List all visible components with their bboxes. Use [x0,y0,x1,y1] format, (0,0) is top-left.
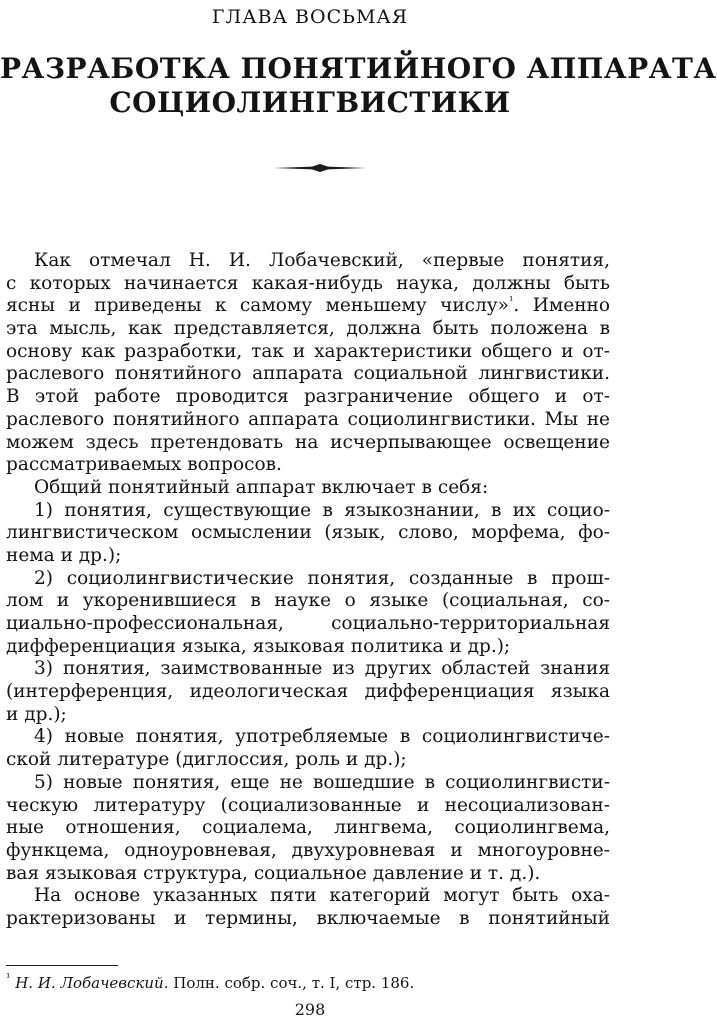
body-line: (интерференция, идеологическая дифференциация языка [6,681,610,703]
body-line: дифференциация языка, языковая политика и др.); [6,635,511,657]
body-line: На основе указанных пяти категорий могут быть оха- [34,885,610,907]
footnote-text: Полн. собр. соч., т. I, стр. 186. [173,974,415,992]
footnote-divider [6,965,118,966]
body-line-part: ясны и приведены к самому меньшему числу» [6,295,509,317]
body-line: нема и др.); [6,544,122,566]
body-line: 1) понятия, существующие в языкознании, в их социо- [34,499,610,521]
body-line: раслевого понятийного аппарата социолингвистики. Мы не [6,408,610,430]
body-text [6,250,610,931]
chapter-title [0,52,717,120]
body-line: раслевого понятийного аппарата социальной лингвистики. [6,363,610,385]
body-line: рактеризованы и термины, включаемые в понятийный [6,907,610,929]
body-line: лингвистическом осмыслении (язык, слово, морфема, фо- [6,522,610,544]
body-line: циально-профессиональная, социально-территориальная [6,613,610,634]
body-line: ные отношения, социалема, лингвема, социолингвема, [6,817,610,839]
chapter-label: ГЛАВА ВОСЬМАЯ [211,6,409,28]
body-line: вая языковая структура, социальное давление и т. д.). [6,862,541,884]
body-line: рассматриваемых вопросов. [6,454,282,476]
body-line: ской литературе (диглоссия, роль и др.); [6,749,407,771]
body-line: функцема, одноуровневая, двухуровневая и многоуровне- [6,839,610,861]
decorative-rule-ornament-icon [272,158,368,178]
body-line: основу как разработки, так и характеристики общего и от- [6,340,610,362]
footnote-author: Н. И. Лобачевский. [15,974,169,992]
footnote-reference: ¹ [509,294,514,308]
chapter-title-line-1: РАЗРАБОТКА ПОНЯТИЙНОГО АППАРАТА [0,52,717,85]
body-line: Как отмечал Н. И. Лобачевский, «первые понятия, [34,250,610,271]
body-line: и др.); [6,703,67,725]
body-line: 5) новые понятия, еще не вошедшие в социолингвисти- [34,771,610,793]
body-line [6,295,610,318]
footnote [6,973,610,993]
body-line: лом и укоренившиеся в науке о языке (социальная, со- [6,590,610,612]
body-line: 4) новые понятия, употребляемые в социолингвистиче- [34,726,610,748]
body-line: можем здесь претендовать на исчерпывающее освещение [6,431,610,453]
body-line: ческую литературу (социализованные и несоциализован- [6,794,610,816]
body-line: Общий понятийный аппарат включает в себя: [34,476,489,498]
body-line: эта мысль, как представляется, должна быть положена в [6,318,610,340]
body-line: В этой работе проводится разграничение общего и от- [6,386,610,408]
body-line: 2) социолингвистические понятия, созданные в прош- [34,567,610,589]
body-line: с которых начинается какая-нибудь наука, должны быть [6,272,610,294]
page-number: 298 [294,1000,326,1019]
footnote-marker: ¹ [6,971,11,984]
chapter-title-line-2: СОЦИОЛИНГВИСТИКИ [109,86,511,119]
body-line-part: . Именно [513,295,610,317]
body-line: 3) понятия, заимствованные из других областей знания [34,658,610,680]
